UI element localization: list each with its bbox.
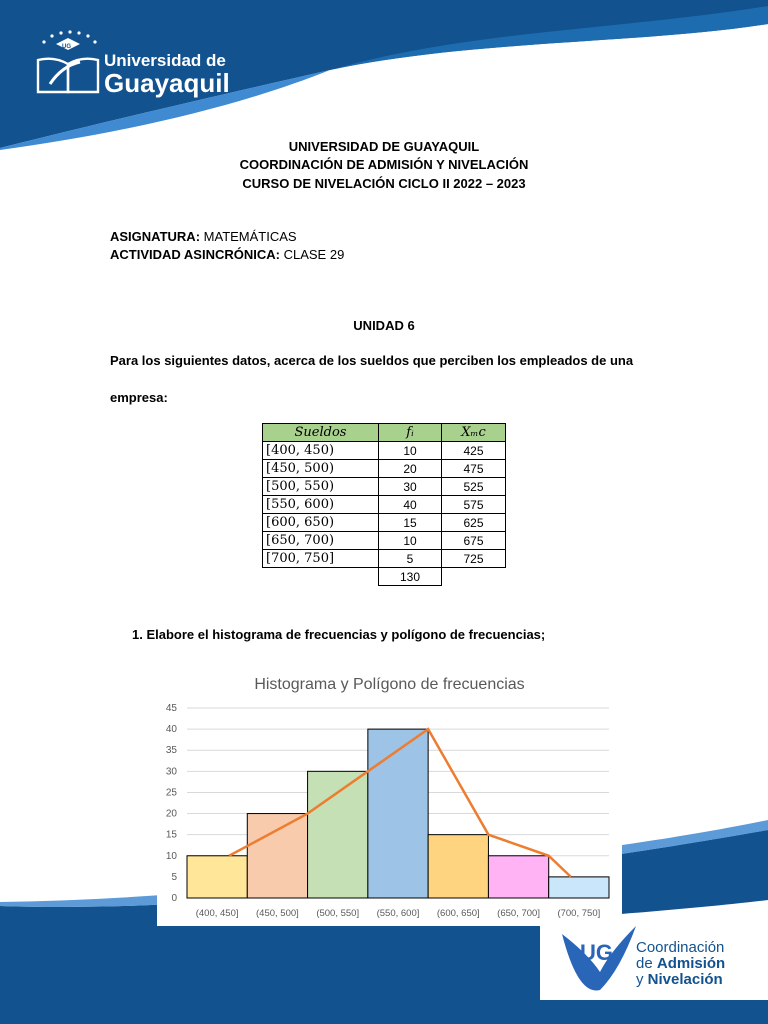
class-mark-cell: 575 bbox=[442, 496, 506, 514]
interval-cell: [550, 600) bbox=[263, 496, 379, 514]
unit-title: UNIDAD 6 bbox=[353, 318, 415, 333]
table-row bbox=[263, 496, 506, 514]
x-tick-label: (650, 700] bbox=[497, 908, 540, 919]
class-mark-cell: 625 bbox=[442, 514, 506, 532]
logo-text-line1: Universidad de bbox=[104, 51, 226, 70]
x-tick-label: (400, 450] bbox=[195, 908, 239, 919]
interval-cell: [600, 650) bbox=[263, 514, 379, 532]
x-tick-label: (450, 500] bbox=[256, 908, 299, 919]
coordination-logo-line3 bbox=[636, 971, 723, 988]
subject-value: MATEMÁTICAS bbox=[203, 229, 297, 244]
frequency-cell: 30 bbox=[379, 478, 442, 496]
y-tick-label: 20 bbox=[165, 808, 177, 820]
total-cell: 130 bbox=[379, 568, 442, 586]
logo-line3-bold: Nivelación bbox=[647, 971, 723, 988]
svg-text:UG: UG bbox=[580, 940, 613, 965]
x-tick-label: (500, 550] bbox=[316, 908, 360, 919]
header-fi: fᵢ bbox=[379, 424, 442, 442]
y-tick-label: 45 bbox=[165, 703, 177, 714]
heading-course: CURSO DE NIVELACIÓN CICLO II 2022 – 2023 bbox=[242, 176, 526, 191]
logo-line2-bold: Admisión bbox=[656, 955, 726, 972]
logo-text-line2: Guayaquil bbox=[104, 68, 230, 98]
frequency-cell: 10 bbox=[379, 532, 442, 550]
interval-cell: [400, 450) bbox=[263, 442, 379, 460]
table-row bbox=[263, 442, 506, 460]
header-xmc: Xₘc bbox=[442, 424, 506, 442]
table-row bbox=[263, 532, 506, 550]
class-mark-cell: 475 bbox=[442, 460, 506, 478]
y-tick-label: 25 bbox=[165, 787, 177, 799]
x-tick-label: (600, 650] bbox=[436, 908, 480, 919]
class-mark-cell: 525 bbox=[442, 478, 506, 496]
y-tick-label: 10 bbox=[165, 850, 177, 862]
subject-label: ASIGNATURA: bbox=[110, 229, 201, 244]
histogram-bar bbox=[187, 856, 247, 898]
question-1: 1. Elabore el histograma de frecuencias y polígono de frecuencias; bbox=[132, 627, 546, 642]
activity-value: CLASE 29 bbox=[283, 247, 345, 262]
activity-line bbox=[110, 247, 344, 262]
x-tick-label: (550, 600] bbox=[376, 908, 420, 919]
table-row bbox=[263, 478, 506, 496]
coordination-logo-line1: Coordinación bbox=[636, 939, 725, 956]
activity-label: ACTIVIDAD ASINCRÓNICA: bbox=[110, 247, 280, 262]
y-tick-label: 35 bbox=[165, 745, 177, 757]
table-row bbox=[263, 460, 506, 478]
histogram-chart bbox=[157, 660, 622, 926]
histogram-bar bbox=[368, 729, 428, 898]
logo-line2-prefix: de bbox=[636, 955, 653, 972]
prompt-line-2: empresa: bbox=[110, 390, 168, 405]
y-tick-label: 30 bbox=[165, 766, 177, 778]
y-tick-label: 15 bbox=[165, 829, 177, 841]
y-tick-label: 40 bbox=[165, 724, 177, 736]
table-row bbox=[263, 514, 506, 532]
class-mark-cell: 725 bbox=[442, 550, 506, 568]
coordination-logo-line2 bbox=[636, 955, 725, 972]
class-mark-cell: 675 bbox=[442, 532, 506, 550]
interval-cell: [650, 700) bbox=[263, 532, 379, 550]
histogram-bar bbox=[308, 771, 368, 898]
heading-coordination: COORDINACIÓN DE ADMISIÓN Y NIVELACIÓN bbox=[239, 157, 529, 172]
frequency-cell: 5 bbox=[379, 550, 442, 568]
interval-cell: [500, 550) bbox=[263, 478, 379, 496]
header-banner bbox=[0, 0, 768, 150]
histogram-bar bbox=[247, 814, 307, 898]
interval-cell: [450, 500) bbox=[263, 460, 379, 478]
heading-university: UNIVERSIDAD DE GUAYAQUIL bbox=[288, 139, 480, 154]
frequency-cell: 40 bbox=[379, 496, 442, 514]
interval-cell: [700, 750] bbox=[263, 550, 379, 568]
y-tick-label: 0 bbox=[171, 893, 177, 904]
x-tick-label: (700, 750] bbox=[557, 908, 601, 919]
table-header-row bbox=[263, 424, 506, 442]
table-row bbox=[263, 550, 506, 568]
svg-text:UG: UG bbox=[62, 44, 71, 50]
prompt-line-1: Para los siguientes datos, acerca de los sueldos que perciben los empleados de una bbox=[110, 353, 634, 368]
histogram-bar bbox=[428, 835, 488, 898]
histogram-bar bbox=[488, 856, 548, 898]
y-tick-label: 5 bbox=[171, 871, 177, 883]
header-sueldos: Sueldos bbox=[263, 424, 379, 442]
chart-plot bbox=[157, 660, 622, 926]
histogram-bar bbox=[549, 877, 609, 898]
frequency-cell: 20 bbox=[379, 460, 442, 478]
subject-line bbox=[110, 229, 297, 244]
chart-title: Histograma y Polígono de frecuencias bbox=[254, 676, 525, 693]
frequency-cell: 10 bbox=[379, 442, 442, 460]
frequency-cell: 15 bbox=[379, 514, 442, 532]
logo-line3-prefix: y bbox=[636, 971, 644, 988]
class-mark-cell: 425 bbox=[442, 442, 506, 460]
table-total-row bbox=[263, 568, 506, 586]
frequency-table bbox=[262, 423, 506, 586]
